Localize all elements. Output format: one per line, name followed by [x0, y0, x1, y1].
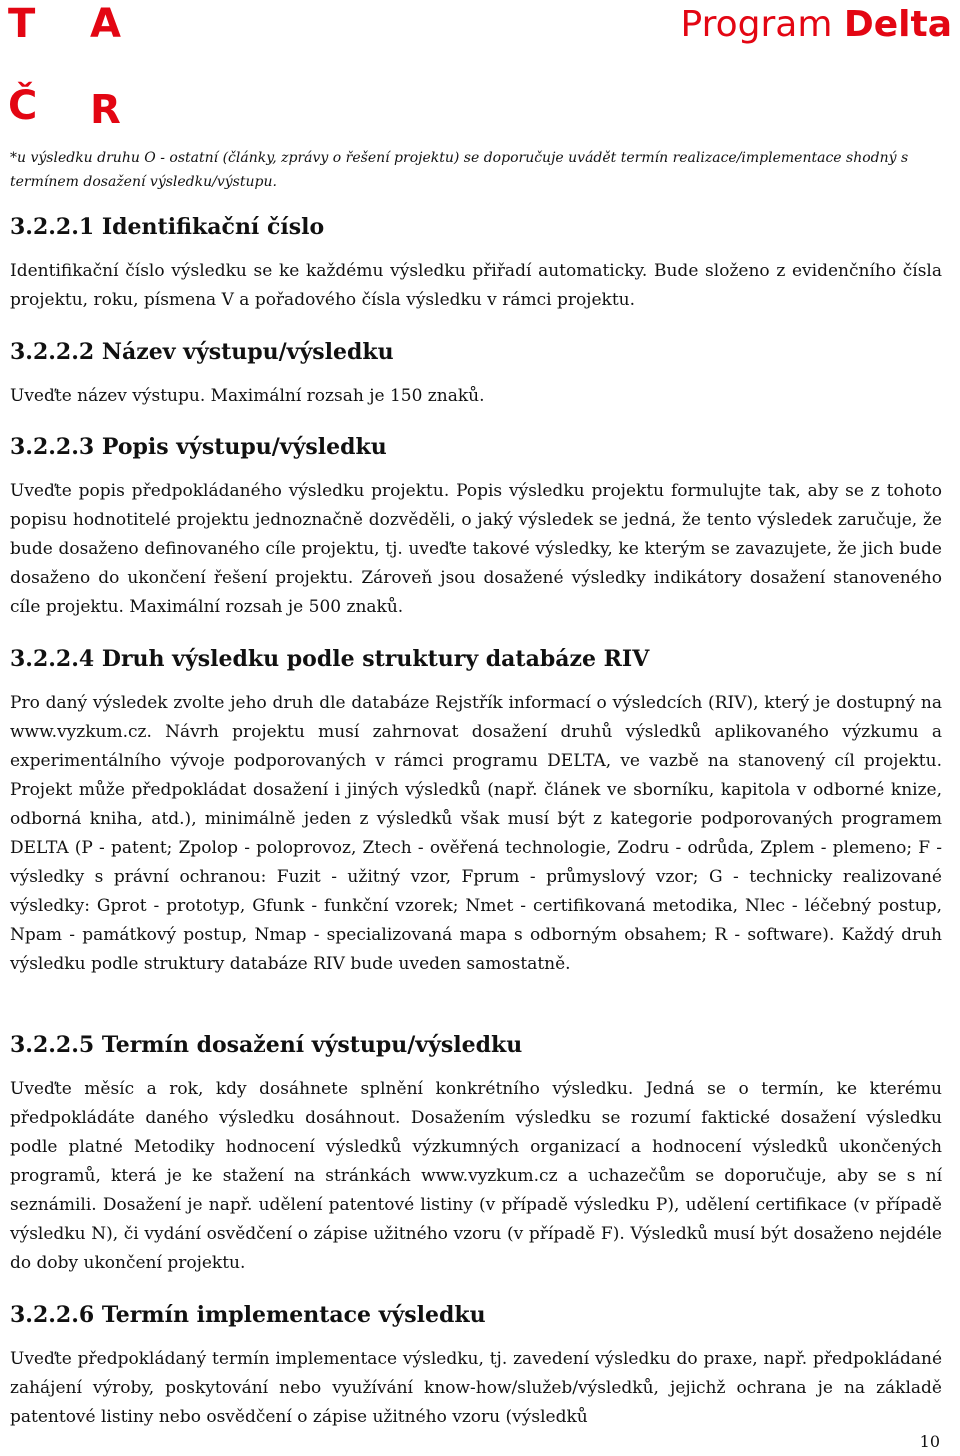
section-heading: 3.2.2.3 Popis výstupu/výsledku [10, 434, 387, 460]
vyzkum-link[interactable]: www.vyzkum.cz [421, 1166, 558, 1186]
section-heading: 3.2.2.5 Termín dosažení výstupu/výsledku [10, 1032, 523, 1058]
section-text: Identifikační číslo výsledku se ke každému výsledku přiřadí automaticky. Bude složeno z evidenčního čísla projektu, roku, písmena V a pořadového čísla výsledku v rámci projektu. [10, 261, 942, 310]
logo-program: Program [680, 4, 833, 45]
logo-letter: A [90, 1, 121, 47]
logo-letter: R [90, 87, 121, 133]
section-heading: 3.2.2.6 Termín implementace výsledku [10, 1302, 486, 1328]
logo-letter: T [8, 1, 36, 47]
section-heading: 3.2.2.1 Identifikační číslo [10, 214, 325, 240]
footnote: *u výsledku druhu O - ostatní (články, zprávy o řešení projektu) se doporučuje uvádět termín realizace/implementace shodný s termínem dosažení výsledku/výstupu. [10, 150, 909, 190]
page-number: 10 [919, 1432, 940, 1451]
section-heading: 3.2.2.2 Název výstupu/výsledku [10, 339, 394, 365]
vyzkum-link[interactable]: www.vyzkum.cz [10, 722, 147, 742]
section-text: Uveďte předpokládaný termín implementace výsledku, tj. zavedení výsledku do praxe, např. předpokládané zahájení výroby, poskytování nebo využívání know-how/služeb/výsledků, jejichž ochrana je na základě patentové listiny nebo osvědčení o zápise užitného vzoru (výsledků [10, 1349, 942, 1427]
program-delta-logo [681, 4, 953, 45]
section-text: Uveďte měsíc a rok, kdy dosáhnete splnění konkrétního výsledku. Jedná se o termín, ke kterému předpokládáte daného výsledku dosáhnout. Dosažením výsledku se rozumí faktické dosažení výsledku podle platné Metodiky hodnocení výsledků výzkumných organizací a hodnocení výsledků ukončených programů, která je ke stažení na stránkách www.vyzkum.cz a uchazečům se doporučuje, aby se s ní seznámili. Dosažení je např. udělení patentové listiny (v případě výsledku P), udělení certifikace (v případě výsledku N), či vydání osvědčení o zápise užitného vzoru (v případě F). Výsledků musí být dosaženo nejdéle do doby ukončení projektu. [10, 1079, 943, 1273]
section-text: Uveďte popis předpokládaného výsledku projektu. Popis výsledku projektu formulujte tak, aby se z tohoto popisu hodnotitelé projektu jednoznačně dozvěděli, o jaký výsledek se jedná, že tento výsledek zaručuje, že bude dosaženo definovaného cíle projektu, tj. uveďte takové výsledky, ke kterým se zavazujete, že jich bude dosaženo do ukončení řešení projektu. Zároveň jsou dosažené výsledky indikátory dosažení stanoveného cíle projektu. Maximální rozsah je 500 znaků. [10, 481, 942, 617]
section-text: Pro daný výsledek zvolte jeho druh dle databáze Rejstřík informací o výsledcích (RIV), který je dostupný na www.vyzkum.cz. Návrh projektu musí zahrnovat dosažení druhů výsledků aplikovaného výzkumu a experimentálního vývoje podporovaných v rámci programu DELTA, ve vazbě na stanovený cíl projektu. Projekt může předpokládat dosažení i jiných výsledků (např. článek ve sborníku, kapitola v odborné knize, odborná kniha, atd.), minimálně jeden z výsledků však musí být z kategorie podporovaných programem DELTA (P - patent; Zpolop - poloprovoz, Ztech - ověřená technologie, Zodru - odrůda, Zplem - plemeno; F - výsledky s právní ochranou: Fuzit - užitný vzor, Fprum - průmyslový vzor; G - technicky realizované výsledky: Gprot - prototyp, Gfunk - funkční vzorek; Nmet - certifikovaná metodika, Nlec - léčebný postup, Npam - památkový postup, Nmap - specializovaná mapa s odborným obsahem; R - software). Každý druh výsledku podle struktury databáze RIV bude uveden samostatně. [10, 693, 942, 974]
logo-delta: Delta [843, 4, 952, 45]
logo-letter: Č [8, 83, 38, 129]
section-text: Uveďte název výstupu. Maximální rozsah je 150 znaků. [10, 386, 485, 406]
section-heading: 3.2.2.4 Druh výsledku podle struktury databáze RIV [10, 646, 650, 672]
